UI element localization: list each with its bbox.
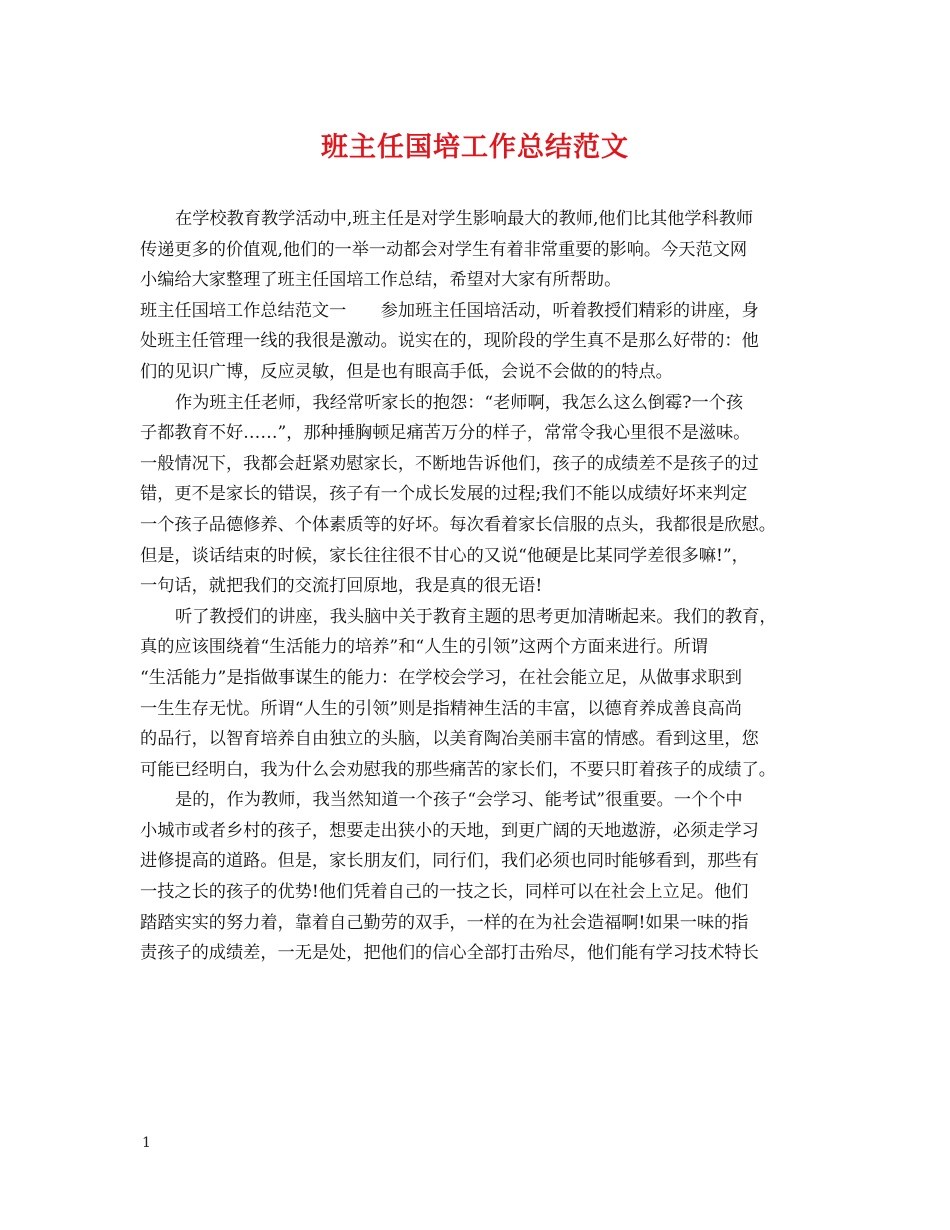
text-line: 传递更多的价值观,他们的一举一动都会对学生有着非常重要的影响。今天范文网 — [140, 239, 748, 260]
text-line: 责孩子的成绩差，一无是处，把他们的信心全部打击殆尽，他们能有学习技术特长 — [140, 943, 759, 964]
text-line: 踏踏实实的努力着，靠着自己勤劳的双手，一样的在为社会造福啊!如果一味的指 — [140, 912, 749, 933]
document-title: 班主任国培工作总结范文 — [321, 132, 629, 163]
text-line: 一生生存无忧。所谓“人生的引领”则是指精神生活的丰富，以德育养成善良高尚 — [140, 698, 742, 719]
text-line: 一般情况下，我都会赶紧劝慰家长，不断地告诉他们，孩子的成绩差不是孩子的过 — [140, 453, 759, 474]
text-line: 进修提高的道路。但是，家长朋友们，同行们，我们必须也同时能够看到，那些有 — [140, 851, 759, 872]
text-line: 处班主任管理一线的我很是激动。说实在的，现阶段的学生真不是那么好带的：他 — [140, 331, 759, 352]
text-line: 班主任国培工作总结范文一 参加班主任国培活动，听着教授们精彩的讲座，身 — [140, 300, 759, 321]
text-line: 的品行，以智育培养自由独立的头脑，以美育陶冶美丽丰富的情感。看到这里，您 — [140, 729, 759, 750]
text-line: 小城市或者乡村的孩子，想要走出狭小的天地，到更广阔的天地遨游，必须走学习 — [140, 820, 759, 841]
text-line: 错，更不是家长的错误，孩子有一个成长发展的过程;我们不能以成绩好坏来判定 — [140, 484, 748, 505]
text-line: 是的，作为教师，我当然知道一个孩子“会学习、能考试”很重要。一个个中 — [175, 790, 743, 811]
text-line: 一技之长的孩子的优势!他们凭着自己的一技之长，同样可以在社会上立足。他们 — [140, 882, 749, 903]
text-line: 听了教授们的讲座，我头脑中关于教育主题的思考更加清晰起来。我们的教育， — [175, 606, 777, 627]
text-line: 但是，谈话结束的时候，家长往往很不甘心的又说“他硬是比某同学差很多嘛!”， — [140, 545, 749, 566]
text-line: 真的应该围绕着“生活能力的培养”和“人生的引领”这两个方面来进行。所谓 — [140, 637, 708, 658]
text-line: 小编给大家整理了班主任国培工作总结，希望对大家有所帮助。 — [140, 270, 622, 291]
text-line: 可能已经明白，我为什么会劝慰我的那些痛苦的家长们，不要只盯着孩子的成绩了。 — [140, 759, 776, 780]
page-number: 1 — [142, 1135, 151, 1151]
text-line: 子都教育不好……”，那种捶胸顿足痛苦万分的样子，常常令我心里很不是滋味。 — [140, 423, 751, 444]
text-line: 们的见识广博，反应灵敏，但是也有眼高手低，会说不会做的的特点。 — [140, 361, 673, 382]
text-line: 在学校教育教学活动中,班主任是对学生影响最大的教师,他们比其他学科教师 — [175, 209, 754, 229]
document-body — [140, 204, 818, 969]
text-line: 一句话，就把我们的交流打回原地，我是真的很无语! — [140, 576, 543, 597]
text-line: “生活能力”是指做事谋生的能力：在学校会学习，在社会能立足，从做事求职到 — [140, 667, 742, 688]
text-line: 一个孩子品德修养、个体素质等的好坏。每次看着家长信服的点头，我都很是欣慰。 — [140, 514, 776, 535]
text-line: 作为班主任老师，我经常听家长的抱怨：“老师啊，我怎么这么倒霉?一个孩 — [175, 392, 744, 413]
